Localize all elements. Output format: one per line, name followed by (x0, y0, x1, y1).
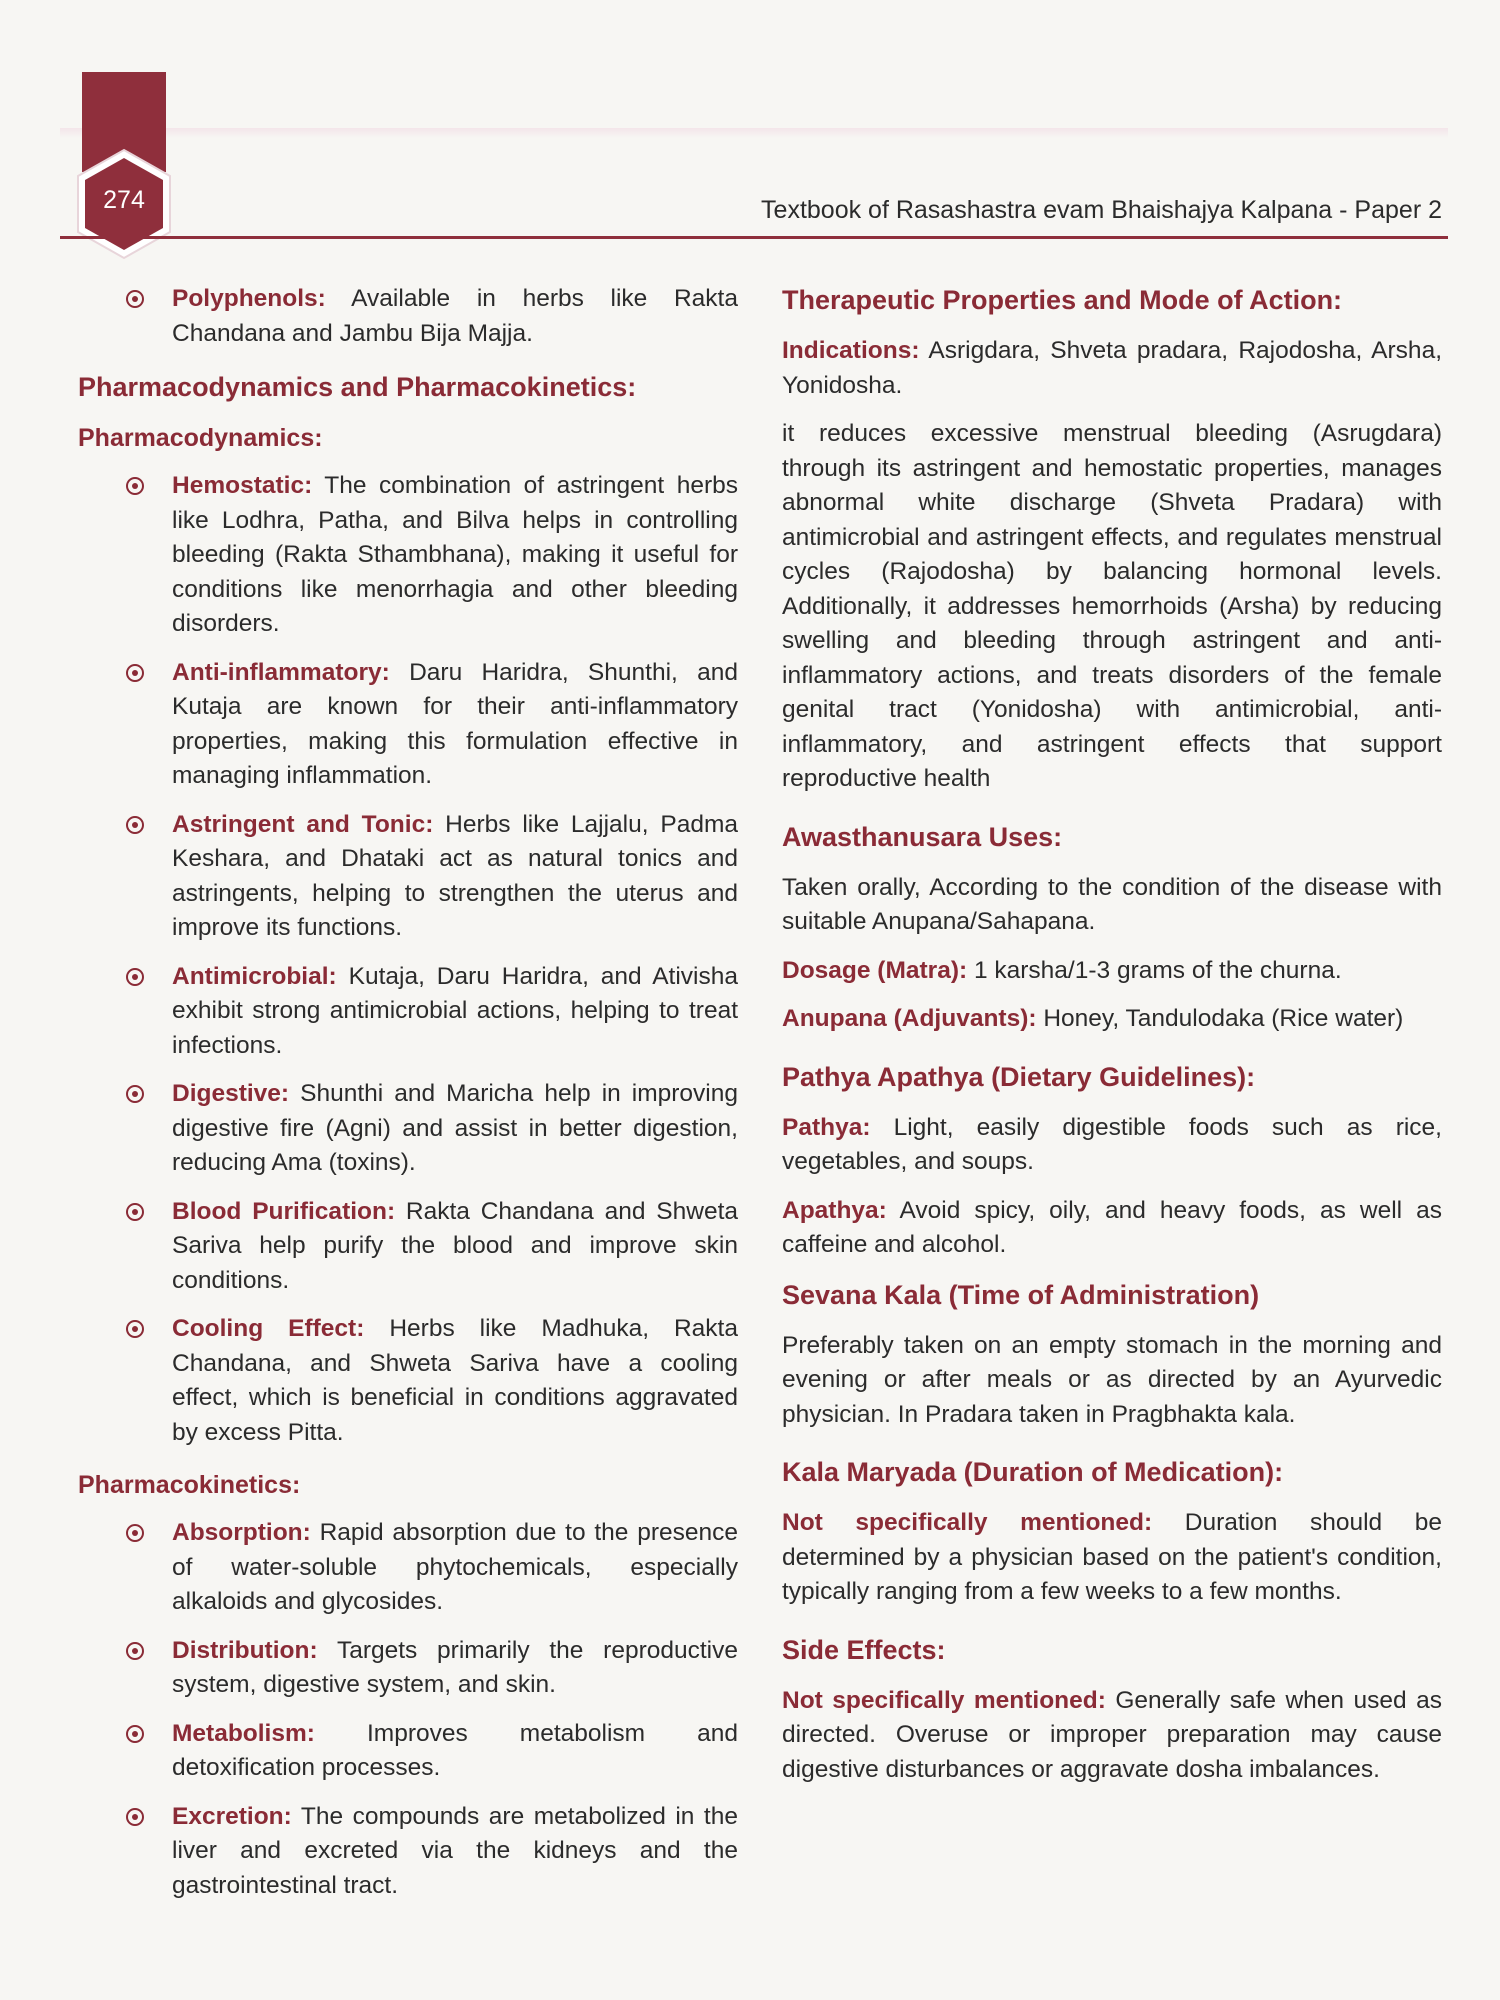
bullet-icon (126, 1203, 144, 1221)
item-label: Excretion: (172, 1802, 292, 1830)
side-effects-text: Generally safe when used as directed. Overuse or improper preparation may cause digestive disturbances or aggravate dosha imbalances. (782, 1686, 1442, 1783)
item-text: Herbs like Lajjalu, Padma Keshara, and Dhataki act as natural tonics and astringents, helping to strengthen the uterus and improve its functions. (172, 810, 738, 941)
indications-label: Indications: (782, 337, 920, 364)
pathya-text: Light, easily digestible foods such as rice, vegetables, and soups. (782, 1113, 1442, 1175)
item-label: Hemostatic: (172, 472, 313, 499)
item-label: Absorption: (172, 1519, 311, 1546)
header-band (60, 128, 1448, 138)
kala-text: Duration should be determined by a physician based on the patient's condition, typically ranging from a few weeks to a few months. (782, 1509, 1443, 1605)
item-label: Blood Purification: (172, 1197, 396, 1225)
bullet-icon (126, 1725, 144, 1743)
pathya-title: Pathya Apathya (Dietary Guidelines): (782, 1061, 1256, 1092)
anupana-paragraph (782, 1002, 1442, 1037)
dosage-text: 1 karsha/1-3 grams of the churna. (967, 956, 1342, 984)
item-text: Rapid absorption due to the presence of water-soluble phytochemicals, especially alkaloids and glycosides. (172, 1519, 738, 1615)
item-text: The compounds are metabolized in the liver and excreted via the kidneys and the gastrointestinal tract. (172, 1802, 738, 1899)
apathya-paragraph (782, 1194, 1442, 1263)
anupana-label: Anupana (Adjuvants): (782, 1005, 1037, 1032)
bullet-icon (126, 290, 144, 308)
intro-list (78, 282, 738, 351)
bullet-icon (126, 664, 144, 682)
item-text: Available in herbs like Rakta Chandana and Jambu Bija Majja. (172, 285, 738, 347)
item-text: The combination of astringent herbs like Lodhra, Patha, and Bilva helps in controlling bleeding (Rakta Sthambhana), making it useful for conditions like menorrhagia and other bleeding disorders. (172, 472, 738, 637)
right-column (782, 282, 1442, 1801)
item-text: Kutaja, Daru Haridra, and Ativisha exhibit strong antimicrobial actions, helping to treat infections. (172, 962, 738, 1059)
pathya-paragraph (782, 1111, 1442, 1180)
therapeutic-title: Therapeutic Properties and Mode of Action: (782, 285, 1343, 315)
sevana-text: Preferably taken on an empty stomach in the morning and evening or after meals or as directed by an Ayurvedic physician. In Pradara taken in Pragbhakta kala. (782, 1331, 1442, 1428)
kala-paragraph (782, 1506, 1442, 1610)
pathya-label: Pathya: (782, 1113, 871, 1141)
awasthanusara-text: Taken orally, According to the condition of the disease with suitable Anupana/Sahapana. (782, 873, 1442, 935)
dosage-label: Dosage (Matra): (782, 956, 968, 984)
item-label: Anti-inflammatory: (172, 658, 390, 686)
list-item (78, 1312, 738, 1450)
list-item (78, 1195, 738, 1299)
apathya-label: Apathya: (782, 1196, 887, 1224)
mode-of-action-paragraph: it reduces excessive menstrual bleeding (Asrugdara) through its astringent and hemostatic properties, manages abnormal white discharge (Shveta Pradara) with antimicrobial and astringent effects, and regulates menstrual cycles (Rajodosha) by balancing hormonal levels. Additionally, it addresses hemorrhoids (Arsha) by reducing swelling and bleeding through astringent and anti-inflammatory actions, and treats disorders of the female genital tract (Yonidosha) with antimicrobial, anti-inflammatory, and astringent effects that support reproductive health (782, 420, 1442, 792)
side-effects-paragraph (782, 1684, 1442, 1788)
item-label: Digestive: (172, 1080, 290, 1107)
apathya-text: Avoid spicy, oily, and heavy foods, as well as caffeine and alcohol. (782, 1196, 1442, 1258)
list-item (78, 808, 738, 946)
list-item (78, 1634, 738, 1703)
item-text: Shunthi and Maricha help in improving digestive fire (Agni) and assist in better digestion, reducing Ama (toxins). (172, 1080, 738, 1176)
list-item (78, 282, 738, 351)
pharmacokinetics-list (78, 1516, 738, 1903)
item-text: Improves metabolism and detoxification processes. (172, 1719, 738, 1781)
bullet-icon (126, 1524, 144, 1542)
item-text: Rakta Chandana and Shweta Sariva help purify the blood and improve skin conditions. (172, 1197, 738, 1294)
kala-label: Not specifically mentioned: (782, 1509, 1153, 1536)
item-text: Targets primarily the reproductive system, digestive system, and skin. (172, 1636, 738, 1698)
list-item (78, 469, 738, 642)
item-text: Daru Haridra, Shunthi, and Kutaja are known for their anti-inflammatory properties, making this formulation effective in managing inflammation. (172, 658, 738, 789)
subsection-title-pharmacodynamics: Pharmacodynamics: (78, 424, 323, 452)
list-item (78, 1800, 738, 1904)
page-number: 274 (103, 186, 145, 214)
kala-title: Kala Maryada (Duration of Medication): (782, 1457, 1284, 1487)
side-effects-title: Side Effects: (782, 1634, 946, 1665)
bullet-icon (126, 816, 144, 834)
item-label: Polyphenols: (172, 285, 326, 312)
bullet-icon (126, 1642, 144, 1660)
section-title: Pharmacodynamics and Pharmacokinetics: (78, 372, 637, 402)
item-label: Distribution: (172, 1636, 318, 1664)
awasthanusara-title: Awasthanusara Uses: (782, 821, 1063, 852)
subsection-title-pharmacokinetics: Pharmacokinetics: (78, 1471, 301, 1499)
sevana-title: Sevana Kala (Time of Administration) (782, 1279, 1260, 1310)
bullet-icon (126, 1320, 144, 1338)
bullet-icon (126, 968, 144, 986)
dosage-paragraph (782, 954, 1442, 989)
pharmacodynamics-list (78, 469, 738, 1450)
list-item (78, 1077, 738, 1181)
bullet-icon (126, 1808, 144, 1826)
list-item (78, 960, 738, 1064)
anupana-text: Honey, Tandulodaka (Rice water) (1036, 1005, 1404, 1032)
header-rule (60, 236, 1448, 239)
item-label: Antimicrobial: (172, 962, 337, 990)
item-label: Cooling Effect: (172, 1315, 365, 1342)
bullet-icon (126, 477, 144, 495)
list-item (78, 1516, 738, 1620)
left-column (78, 282, 738, 1921)
side-effects-label: Not specifically mentioned: (782, 1686, 1106, 1714)
item-label: Metabolism: (172, 1719, 315, 1747)
item-text: Herbs like Madhuka, Rakta Chandana, and Shweta Sariva have a cooling effect, which is beneficial in conditions aggravated by excess Pitta. (172, 1315, 738, 1446)
indications-text: Asrigdara, Shveta pradara, Rajodosha, Arsha, Yonidosha. (782, 337, 1442, 399)
list-item (78, 656, 738, 794)
indications-paragraph (782, 334, 1442, 403)
item-label: Astringent and Tonic: (172, 810, 434, 838)
bullet-icon (126, 1085, 144, 1103)
running-title: Textbook of Rasashastra evam Bhaishajya Kalpana - Paper 2 (761, 196, 1442, 224)
list-item (78, 1717, 738, 1786)
